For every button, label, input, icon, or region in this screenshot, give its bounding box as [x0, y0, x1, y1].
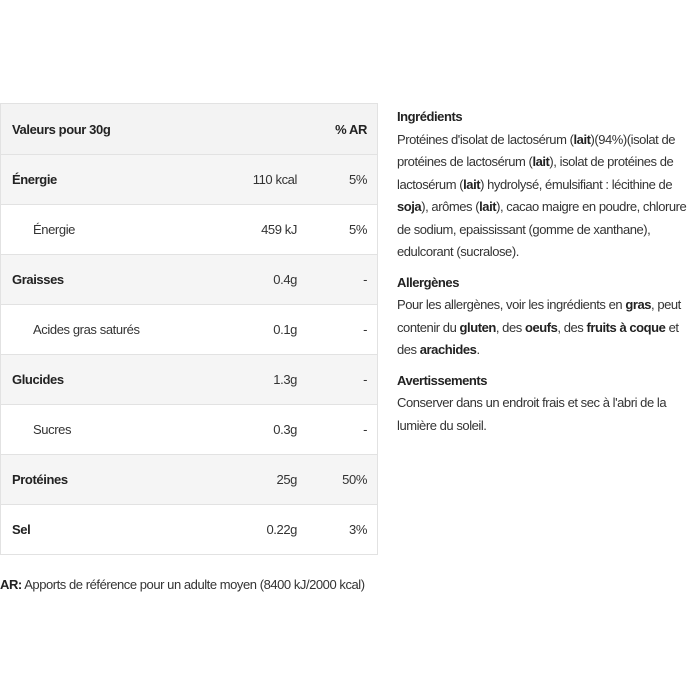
text-segment: Protéines d'isolat de lactosérum (	[397, 131, 574, 147]
text-segment: ), arômes (	[421, 199, 480, 214]
row-name: Glucides	[12, 372, 64, 387]
allergens-title: Allergènes	[397, 274, 459, 290]
row-ar: 3%	[349, 522, 367, 537]
product-info	[397, 106, 697, 445]
row-value: 0.4g	[273, 272, 297, 287]
allergen-highlight: lait	[463, 176, 481, 192]
ar-footnote	[0, 577, 365, 592]
table-row-energie-kj	[1, 204, 377, 254]
table-row-sucres	[1, 404, 377, 454]
row-name: Énergie	[12, 172, 57, 187]
ingredients-title: Ingrédients	[397, 109, 463, 124]
allergen-highlight: lait	[573, 131, 591, 147]
row-name: Acides gras saturés	[33, 322, 140, 337]
allergen-highlight: gras	[625, 297, 652, 312]
allergen-highlight: lait	[479, 199, 497, 214]
allergen-highlight: soja	[397, 199, 422, 214]
row-ar: 5%	[349, 222, 367, 237]
row-value: 0.3g	[273, 422, 297, 437]
allergen-highlight: fruits à coque	[586, 319, 666, 335]
table-header-row	[1, 104, 377, 154]
table-row-glucides	[1, 354, 377, 404]
allergen-highlight: arachides	[419, 342, 477, 357]
text-segment: , peut contenir du	[397, 297, 681, 335]
row-name: Sel	[12, 522, 31, 537]
row-ar: -	[363, 422, 367, 437]
row-name: Sucres	[33, 422, 72, 437]
allergen-highlight: lait	[532, 154, 550, 169]
text-segment: ) hydrolysé, émulsifiant : lécithine de	[480, 176, 673, 192]
text-segment: ), cacao maigre en poudre, chlorure de sodium, epaississant (gomme de xanthane), edulcorant (sucralose).	[397, 199, 687, 259]
table-row-graisses	[1, 254, 377, 304]
text-segment: et des	[397, 319, 679, 357]
warnings-text: Conserver dans un endroit frais et sec à l'abri de la lumière du soleil.	[397, 395, 667, 433]
row-value: 1.3g	[273, 372, 297, 387]
row-value: 110 kcal	[252, 172, 297, 187]
text-segment: , des	[495, 319, 525, 335]
table-row-energie-kcal	[1, 154, 377, 204]
row-name: Graisses	[12, 272, 64, 287]
table-row-sel	[1, 504, 377, 554]
allergens-text	[397, 294, 697, 362]
nutrition-table	[0, 103, 378, 555]
text-segment: Pour les allergènes, voir les ingrédients en	[397, 297, 626, 312]
row-ar: -	[363, 272, 367, 287]
table-row-acides-gras	[1, 304, 377, 354]
allergen-highlight: gluten	[459, 319, 496, 335]
allergen-highlight: oeufs	[524, 319, 558, 335]
text-segment: .	[476, 342, 480, 357]
footnote-text: Apports de référence pour un adulte moyen (8400 kJ/2000 kcal)	[21, 577, 365, 592]
row-ar: -	[363, 372, 367, 387]
row-value: 0.1g	[273, 322, 297, 337]
text-segment: ), isolat de protéines de lactosérum (	[397, 154, 674, 192]
row-ar: 5%	[349, 172, 367, 187]
row-name: Protéines	[12, 472, 68, 487]
text-segment: , des	[557, 319, 587, 335]
row-value: 25g	[276, 472, 297, 487]
ingredients-text	[397, 129, 697, 264]
header-ar: % AR	[335, 121, 367, 137]
row-ar: -	[363, 322, 367, 337]
row-value: 459 kJ	[261, 222, 297, 237]
header-name: Valeurs pour 30g	[12, 121, 111, 137]
row-value: 0.22g	[266, 522, 297, 537]
row-ar: 50%	[342, 472, 367, 487]
footnote-label: AR:	[0, 577, 22, 592]
warnings-title: Avertissements	[397, 372, 488, 388]
row-name: Énergie	[33, 222, 76, 237]
table-row-proteines	[1, 454, 377, 504]
text-segment: )(94%)(isolat de protéines de lactosérum (	[397, 131, 676, 169]
